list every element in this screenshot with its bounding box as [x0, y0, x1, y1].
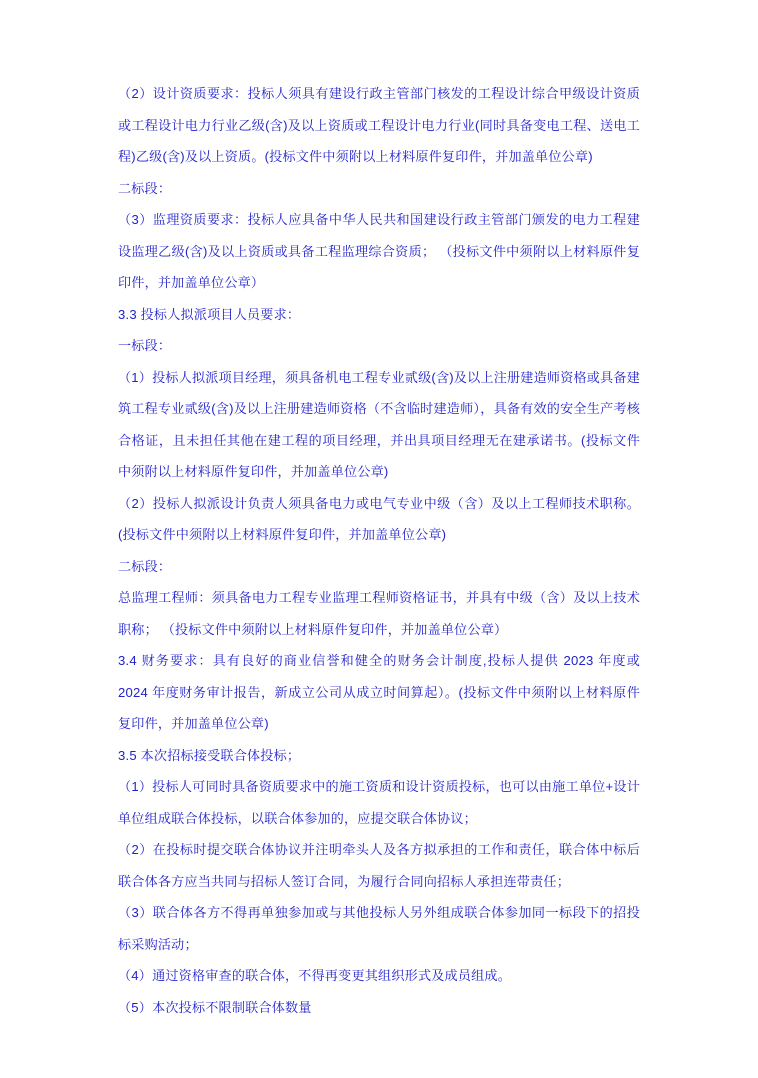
paragraph: （2）设计资质要求：投标人须具有建设行政主管部门核发的工程设计综合甲级设计资质或工程设计电力行业乙级(含)及以上资质或工程设计电力行业(同时具备变电工程、送电工程)乙级(含)及以上资质。(投标文件中须附以上材料原件复印件，并加盖单位公章) [118, 86, 640, 164]
paragraph: 3.4 财务要求：具有良好的商业信誉和健全的财务会计制度,投标人提供 2023 年度或 2024 年度财务审计报告，新成立公司从成立时间算起）。(投标文件中须附以上材料原件复印件，并加盖单位公章) [118, 653, 640, 731]
paragraph: 3.5 本次招标接受联合体投标； [118, 747, 301, 763]
paragraph: （3）联合体各方不得再单独参加或与其他投标人另外组成联合体参加同一标段下的招投标采购活动； [118, 905, 640, 952]
document-body [118, 78, 640, 1023]
paragraph: （4）通过资格审查的联合体，不得再变更其组织形式及成员组成。 [118, 968, 511, 983]
paragraph: （2）在投标时提交联合体协议并注明牵头人及各方拟承担的工作和责任，联合体中标后联合体各方应当共同与招标人签订合同，为履行合同向招标人承担连带责任； [118, 842, 640, 889]
paragraph: （1）投标人拟派项目经理，须具备机电工程专业贰级(含)及以上注册建造师资格或具备建筑工程专业贰级(含)及以上注册建造师资格（不含临时建造师），具备有效的安全生产考核合格证，且未担任其他在建工程的项目经理，并出具项目经理无在建承诺书。(投标文件中须附以上材料原件复印件，并加盖单位公章) [118, 369, 640, 479]
paragraph: （5）本次投标不限制联合体数量 [118, 999, 312, 1015]
paragraph: 总监理工程师：须具备电力工程专业监理工程师资格证书，并具有中级（含）及以上技术职称； （投标文件中须附以上材料原件复印件，并加盖单位公章） [118, 590, 640, 637]
paragraph: （2）投标人拟派设计负责人须具备电力或电气专业中级（含）及以上工程师技术职称。(投标文件中须附以上材料原件复印件，并加盖单位公章) [118, 495, 640, 542]
paragraph: （1）投标人可同时具备资质要求中的施工资质和设计资质投标，也可以由施工单位+设计单位组成联合体投标，以联合体参加的，应提交联合体协议； [118, 779, 640, 826]
paragraph: （3）监理资质要求：投标人应具备中华人民共和国建设行政主管部门颁发的电力工程建设监理乙级(含)及以上资质或具备工程监理综合资质； （投标文件中须附以上材料原件复印件，并加盖单位公章） [118, 212, 640, 290]
paragraph: 二标段： [118, 180, 172, 196]
paragraph: 一标段： [118, 338, 172, 353]
paragraph: 二标段： [118, 558, 172, 574]
paragraph: 3.3 投标人拟派项目人员要求： [118, 306, 301, 322]
